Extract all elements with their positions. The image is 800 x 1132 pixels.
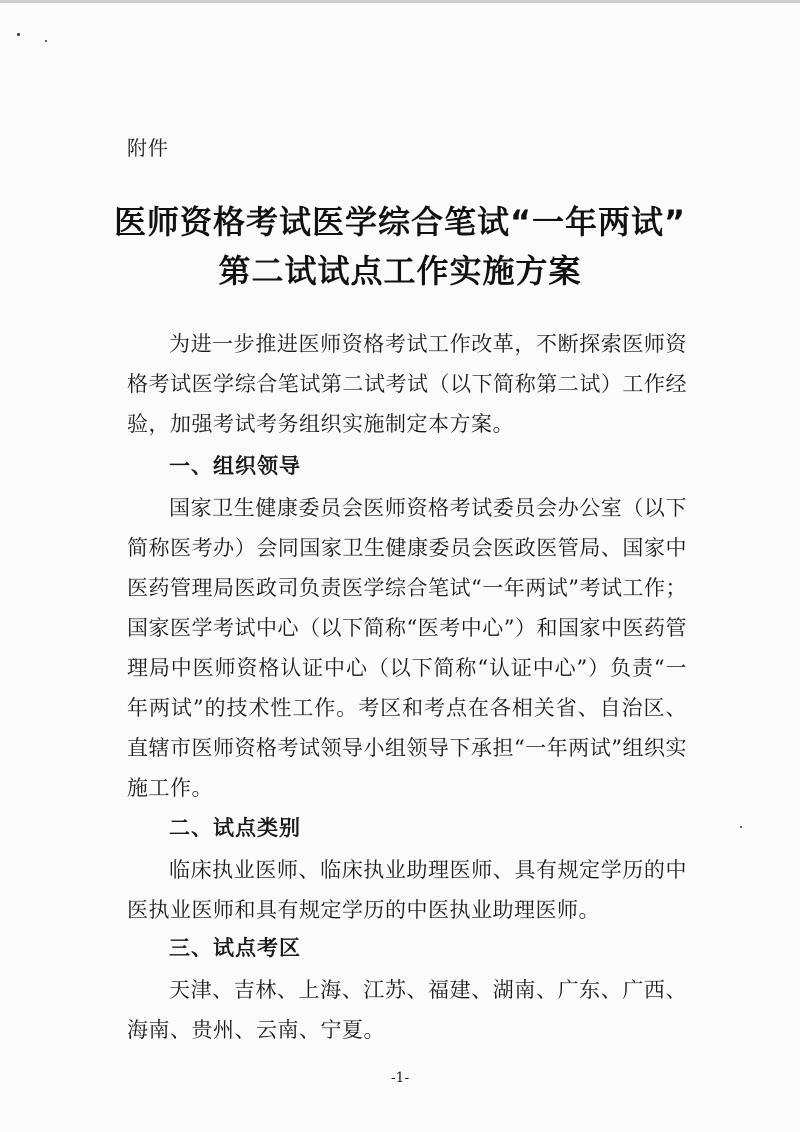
scan-speck	[45, 40, 47, 42]
document-title-line-1: 医师资格考试医学综合笔试“一年两试”	[113, 203, 687, 241]
intro-paragraph: 为进一步推进医师资格考试工作改革，不断探索医师资格考试医学综合笔试第二试考试（以下简称第二试）工作经验，加强考试考务组织实施制定本方案。	[127, 332, 687, 436]
scan-speck	[740, 826, 742, 828]
section-body-organization: 国家卫生健康委员会医师资格考试委员会办公室（以下简称医考办）会同国家卫生健康委员会医政医管局、国家中医药管理局医政司负责医学综合笔试“一年两试”考试工作；国家医学考试中心（以下简称“医考中心”）和国家中医药管理局中医师资格认证中心（以下简称“认证中心”）负责“一年两试”的技术性工作。考区和考点在各相关省、自治区、直辖市医师资格考试领导小组领导下承担“一年两试”组织实施工作。	[127, 496, 687, 800]
section-heading-regions: 三、试点考区	[169, 936, 301, 960]
section-body-regions: 天津、吉林、上海、江苏、福建、湖南、广东、广西、海南、贵州、云南、宁夏。	[127, 978, 687, 1042]
section-heading-categories: 二、试点类别	[169, 816, 301, 840]
document-title-line-2: 第二试试点工作实施方案	[218, 252, 582, 290]
attachment-label: 附件	[127, 136, 169, 160]
section-body-categories: 临床执业医师、临床执业助理医师、具有规定学历的中医执业医师和具有规定学历的中医执业助理医师。	[127, 858, 687, 922]
scan-top-border	[0, 0, 800, 3]
scan-speck	[17, 33, 20, 36]
section-heading-organization: 一、组织领导	[169, 454, 301, 478]
page-number: -1-	[390, 1070, 410, 1086]
